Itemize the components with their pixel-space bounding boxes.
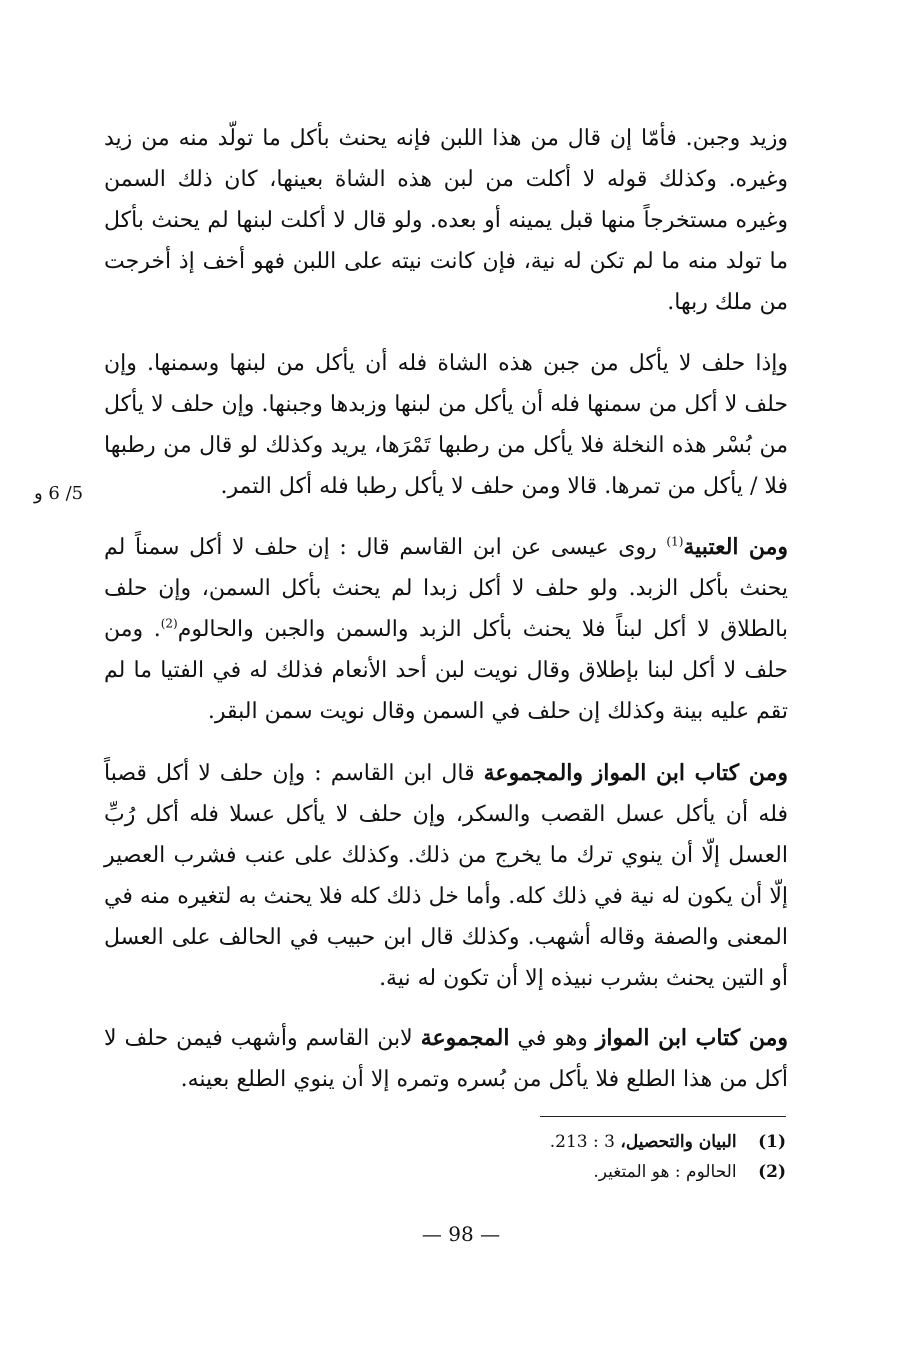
- paragraph-5-connector: وهو في: [509, 1026, 596, 1051]
- footnote-number: (2): [758, 1162, 786, 1182]
- source-title: ومن كتاب ابن المواز: [595, 1025, 788, 1051]
- paragraph-3-body: روى عيسى عن ابن القاسم قال : إن حلف لا أكل سمناً لم يحنث بأكل الزبد. ولو حلف لا أكل زبدا لم يحنث بأكل السمن، وإن حلف بالطلاق لا أكل لبناً فلا يحنث بأكل الزبد والسمن والجبن والحالوم: [104, 535, 788, 642]
- footnote-divider: [540, 1116, 786, 1117]
- paragraph-5: [104, 1018, 788, 1100]
- footnote-title: الحالوم :: [674, 1162, 737, 1182]
- paragraph-4-body: قال ابن القاسم : وإن حلف لا أكل قصباً فله أن يأكل عسل القصب والسكر، وإن حلف لا يأكل عسلا فله أكل رُبِّ العسل إلّا أن ينوي ترك ما يخرج من ذلك. وكذلك على عنب فشرب العصير إلّا أن يكون له نية في ذلك كله. وأما خل ذلك كله فلا يحنث به لتغيره منه في المعنى والصفة وقاله أشهب. وكذلك قال ابن حبيب في الحالف على العسل أو التين يحنث بشرب نبيذه إلا أن تكون له نية.: [104, 761, 788, 991]
- footnote-ref-1: (1): [666, 534, 684, 549]
- paragraph-1: [104, 118, 788, 323]
- paragraph-5-text: [104, 1018, 788, 1100]
- paragraph-3-tail: . ومن حلف لا أكل لبنا بإطلاق وقال نويت لبن أحد الأنعام فذلك له في الفتيا ما لم تقم عليه بينة وكذلك إن حلف في السمن وقال نويت سمن البقر.: [104, 617, 788, 724]
- paragraph-4: [104, 753, 788, 999]
- paragraph-4-text: [104, 753, 788, 999]
- footnotes: [400, 1127, 786, 1187]
- paragraph-2: [104, 343, 788, 507]
- footnote-2: [400, 1157, 786, 1187]
- footnote-text: هو المتغير.: [593, 1162, 675, 1182]
- footnote-1: [400, 1127, 786, 1157]
- source-title-2: المجموعة: [420, 1025, 510, 1051]
- source-title: ومن كتاب ابن المواز والمجموعة: [483, 760, 788, 786]
- paragraph-1-text: وزيد وجبن. فأمّا إن قال من هذا اللبن فإنه يحنث بأكل ما تولّد منه من زيد وغيره. وكذلك قوله لا أكلت من لبن هذه الشاة بعينها، كان ذلك السمن وغيره مستخرجاً منها قبل يمينه أو بعده. ولو قال لا أكلت لبنها لم يحنث بأكل ما تولد منه ما لم تكن له نية، فإن كانت نيته على اللبن فهو أخف إذ أخرجت من ملك ربها.: [104, 126, 788, 315]
- paragraph-3-text: [104, 527, 788, 732]
- page-number: — 98 —: [421, 1222, 501, 1246]
- margin-folio-note: 5/ 6 و: [34, 483, 84, 504]
- source-title: ومن العتبية: [683, 534, 788, 560]
- footnote-ref-2: (2): [160, 616, 178, 631]
- paragraph-5-body: لابن القاسم وأشهب فيمن حلف لا أكل من هذا الطلع فلا يأكل من بُسره وتمره إلا أن ينوي الطلع بعينه.: [104, 1026, 788, 1092]
- paragraph-3: [104, 527, 788, 732]
- footnote-text: 3 : 213.: [549, 1132, 621, 1152]
- paragraph-2-text: وإذا حلف لا يأكل من جبن هذه الشاة فله أن يأكل من لبنها وسمنها. وإن حلف لا أكل من سمنها فله أن يأكل من لبنها وزبدها وجبنها. وإن حلف لا يأكل من بُسْر هذه النخلة فلا يأكل من رطبها تَمْرَها، يريد وكذلك لو قال من رطبها فلا / يأكل من تمرها. قالا ومن حلف لا يأكل رطبا فله أكل التمر.: [104, 351, 788, 499]
- footnote-number: (1): [758, 1132, 786, 1152]
- footnote-title: البيان والتحصيل،: [620, 1132, 737, 1152]
